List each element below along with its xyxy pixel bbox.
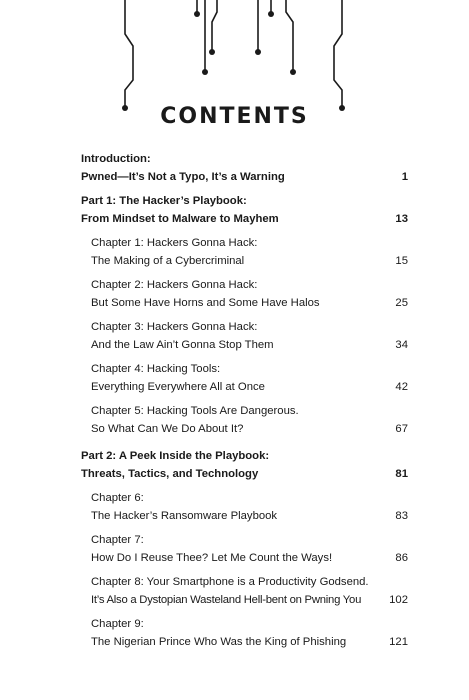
entry-label-line: And the Law Ain’t Gonna Stop Them <box>91 339 274 351</box>
toc-entry-chapter-9 <box>91 615 408 651</box>
toc-entry-chapter-6 <box>91 489 408 525</box>
entry-label-line: Chapter 6: <box>91 492 144 504</box>
page-number: 81 <box>395 468 408 480</box>
page-number: 102 <box>389 594 408 606</box>
toc-entry-part-2 <box>81 447 408 483</box>
entry-label-line: Chapter 9: <box>91 618 144 630</box>
circuit-decoration <box>0 0 469 120</box>
entry-label-line: The Nigerian Prince Who Was the King of Phishing <box>91 636 347 648</box>
toc-entry-chapter-8 <box>91 573 408 609</box>
page-number: 83 <box>395 510 408 522</box>
page-number: 67 <box>395 423 408 435</box>
entry-label-line: It’s Also a Dystopian Wasteland Hell-bent on Pwning You <box>91 594 362 606</box>
entry-label-line: Chapter 2: Hackers Gonna Hack: <box>91 279 258 291</box>
entry-label-line: Threats, Tactics, and Technology <box>81 468 259 480</box>
page-number: 1 <box>401 171 408 183</box>
page-number: 121 <box>389 636 408 648</box>
entry-label-line: Chapter 1: Hackers Gonna Hack: <box>91 237 258 249</box>
toc-entry-chapter-3 <box>91 318 408 354</box>
page-number: 86 <box>395 552 408 564</box>
entry-label-line: Chapter 4: Hacking Tools: <box>91 363 221 375</box>
page-number: 15 <box>395 255 408 267</box>
toc-entry-chapter-7 <box>91 531 408 567</box>
page-number: 42 <box>395 381 408 393</box>
entry-label-line: Part 1: The Hacker’s Playbook: <box>81 195 247 207</box>
entry-label-line: Chapter 8: Your Smartphone is a Productivity Godsend. <box>91 576 369 588</box>
entry-label-line: How Do I Reuse Thee? Let Me Count the Ways! <box>91 552 333 564</box>
entry-label-line: But Some Have Horns and Some Have Halos <box>91 297 320 309</box>
entry-label-line: Pwned—It’s Not a Typo, It’s a Warning <box>81 171 285 183</box>
toc-entry-chapter-2 <box>91 276 408 312</box>
toc-entry-introduction <box>81 150 408 186</box>
entry-label-line: Chapter 5: Hacking Tools Are Dangerous. <box>91 405 299 417</box>
page-number: 25 <box>395 297 408 309</box>
toc-entry-chapter-4 <box>91 360 408 396</box>
entry-label-line: Introduction: <box>81 153 151 165</box>
page-title: CONTENTS <box>160 104 309 129</box>
entry-label-line: Everything Everywhere All at Once <box>91 381 265 393</box>
entry-label-line: So What Can We Do About It? <box>91 423 244 435</box>
entry-label-line: Chapter 3: Hackers Gonna Hack: <box>91 321 258 333</box>
toc-entry-part-1 <box>81 192 408 228</box>
entry-label-line: Part 2: A Peek Inside the Playbook: <box>81 450 270 462</box>
entry-label-line: Chapter 7: <box>91 534 144 546</box>
entry-label-line: The Hacker’s Ransomware Playbook <box>91 510 278 522</box>
page-number: 34 <box>395 339 408 351</box>
toc-entry-chapter-5 <box>91 402 408 438</box>
entry-label-line: The Making of a Cybercriminal <box>91 255 245 267</box>
page-number: 13 <box>395 213 408 225</box>
entry-label-line: From Mindset to Malware to Mayhem <box>81 213 279 225</box>
toc-entry-chapter-1 <box>91 234 408 270</box>
